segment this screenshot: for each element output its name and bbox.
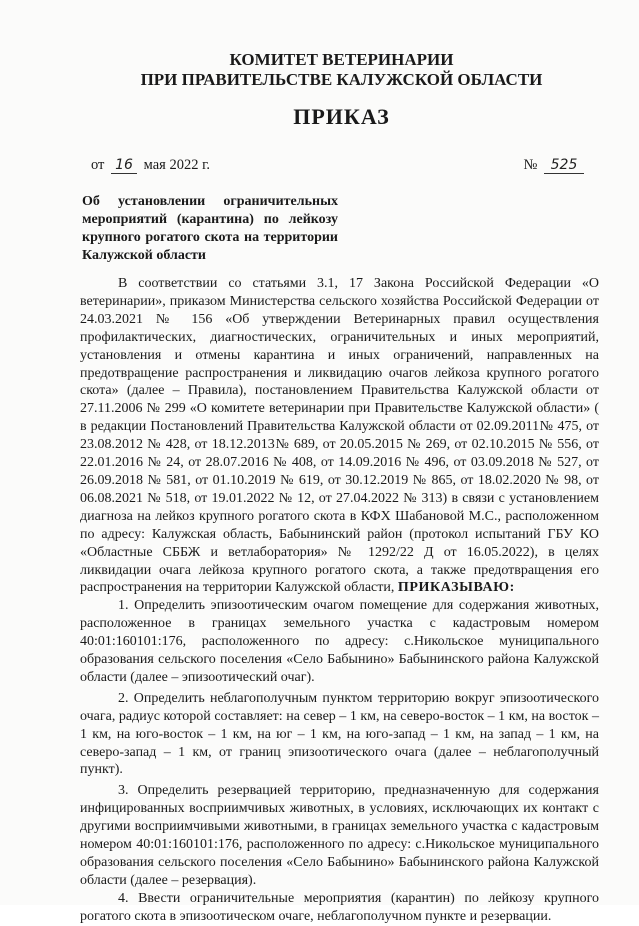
order-date xyxy=(91,157,210,174)
preamble-text: В соответствии со статьями 3.1, 17 Закона Российской Федерации «О ветеринарии», приказом Министерства сельского хозяйства Российской Федерации от 24.03.2021 № 156 «Об утверждении Ветеринарных правил осуществления профилактических, диагностических, ограничительных и иных мероприятий, установления и отмены карантина и иных ограничений, направленных на предотвращение распространения и ликвидацию очагов лейкоза крупного рогатого скота» (далее – Правила), постановлением Правительства Калужской области от 27.11.2006 № 299 «О комитете ветеринарии при Правительстве Калужской области» ( в редакции Постановлений Правительства Калужской области от 02.09.2011№ 475, от 23.08.2012 № 428, от 18.12.2013№ 689, от 20.05.2015 № 269, от 02.10.2015 № 556, от 22.01.2016 № 24, от 28.07.2016 № 408, от 14.09.2016 № 496, от 03.09.2018 № 527, от 26.09.2018 № 581, от 01.10.2019 № 619, от 30.12.2019 № 865, от 18.02.2020 № 98, от 06.08.2021 № 518, от 19.01.2022 № 12, от 27.04.2022 № 313) в связи с установлением диагноза на лейкоз крупного рогатого скота в КФХ Шабановой М.С., расположенном по адресу: Калужская область, Бабынинский район (протокол испытаний ГБУ КО «Областные СББЖ и ветлаборатория» № 1292/22 Д от 16.05.2022), в целях ликвидации очага лейкоза крупного рогатого скота, а также предотвращения его распространения на территории Калужской области, xyxy=(80,276,599,596)
committee-name-line2: ПРИ ПРАВИТЕЛЬСТВЕ КАЛУЖСКОЙ ОБЛАСТИ xyxy=(140,70,543,89)
date-prefix: от xyxy=(91,157,105,173)
order-title: ПРИКАЗ xyxy=(293,104,390,129)
date-rest: мая 2022 г. xyxy=(143,157,211,173)
committee-name-line1: КОМИТЕТ ВЕТЕРИНАРИИ xyxy=(229,50,454,69)
preamble-paragraph xyxy=(80,275,599,597)
command-word: ПРИКАЗЫВАЮ: xyxy=(397,580,515,596)
order-point-2: 2. Определить неблагополучным пунктом территорию вокруг эпизоотического очага, радиус которой составляет: на север – 1 км, на северо-восток – 1 км, на восток – 1 км, на юго-восток – 1 км, на юг – 1 км, на юго-запад – 1 км, на запад – 1 км, на северо-запад – 1 км, от границ эпизоотического очага (далее – неблагополучный пункт). xyxy=(80,690,599,778)
number-handwritten: 525 xyxy=(544,157,584,174)
order-body xyxy=(80,275,599,926)
document-header xyxy=(0,50,639,90)
order-point-1: 1. Определить эпизоотическим очагом помещение для содержания животных, расположенное в границах земельного участка с кадастровым номером 40:01:160101:176, расположенного по адресу: с.Никольское муниципального образования сельского поселения «Село Бабынино» Бабынинского района Калужской области (далее – эпизоотический очаг). xyxy=(80,598,599,685)
order-point-3: 3. Определить резервацией территорию, предназначенную для содержания инфицированных восприимчивых животных, в условиях, исключающих их контакт с другими восприимчивыми животными, в границах земельного участка с кадастровым номером 40:01:160101:176, расположенного по адресу: с.Никольское муниципального образования сельского поселения «Село Бабынино» Бабынинского района Калужской области (далее – резервация). xyxy=(80,783,599,888)
order-point-4: 4. Ввести ограничительные мероприятия (карантин) по лейкозу крупного рогатого скота в эпизоотическом очаге, неблагополучном пункте и резервации. xyxy=(80,890,599,924)
number-prefix: № xyxy=(523,157,538,173)
order-subject: Об установлении ограничительных мероприятий (карантина) по лейкозу крупного рогатого скота на территории Калужской области xyxy=(82,194,338,263)
date-day-handwritten: 16 xyxy=(111,157,137,174)
order-number xyxy=(524,157,587,174)
